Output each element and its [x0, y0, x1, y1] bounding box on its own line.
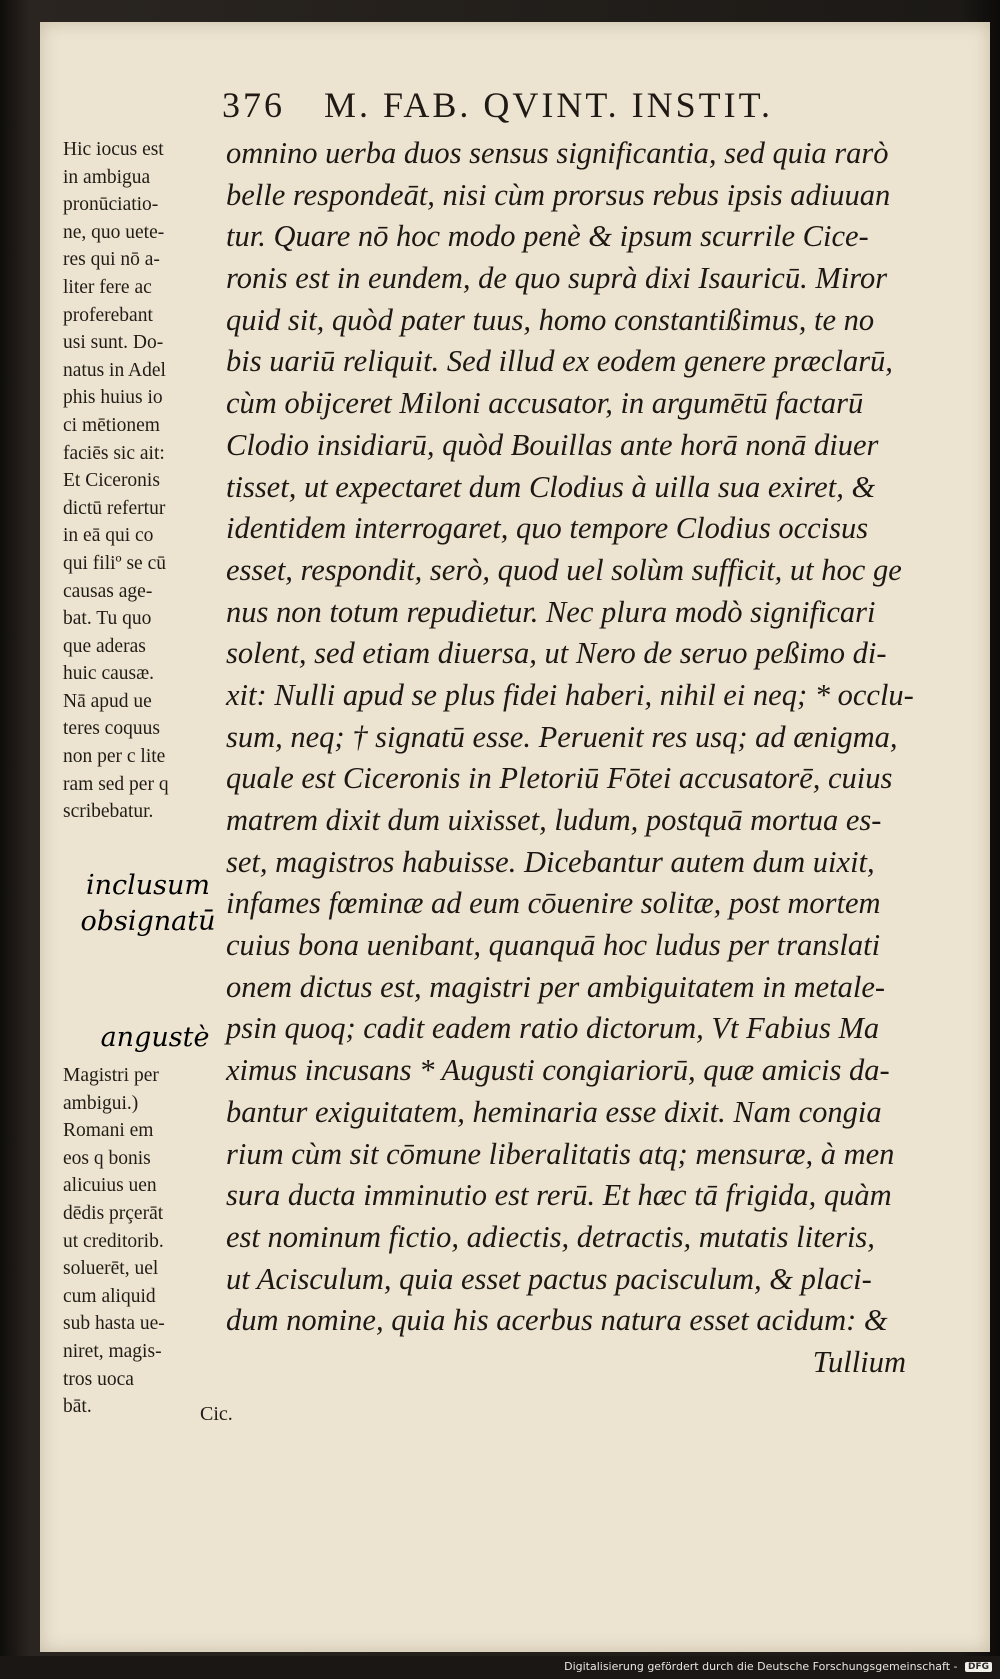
margin-note-line: bat. Tu quo — [63, 608, 152, 630]
margin-note-line: teres coquus — [63, 718, 160, 740]
margin-note-line: inclusum — [85, 870, 211, 901]
margin-note-line: in eā qui co — [63, 525, 154, 547]
margin-note-line: alicuius uen — [63, 1175, 157, 1197]
body-line: sura ducta imminutio est rerū. Et hæc tā frigida, quàm — [226, 1178, 892, 1213]
body-line: tur. Quare nō hoc modo penè & ipsum scurrile Cice- — [226, 219, 869, 254]
body-line: psin quoq; cadit eadem ratio dictorum, Vt Fabius Ma — [226, 1011, 880, 1046]
margin-note-line: scribebatur. — [63, 801, 154, 823]
body-text — [226, 133, 926, 1384]
dfg-logo: DFG — [965, 1662, 992, 1672]
body-lines — [226, 133, 926, 1342]
margin-note-line: proferebant — [63, 304, 153, 326]
body-line: nus non totum repudietur. Nec plura modò significari — [226, 594, 876, 629]
running-title: M. FAB. QVINT. INSTIT. — [324, 85, 773, 125]
body-line: set, magistros habuisse. Dicebantur autem dum uixit, — [226, 844, 875, 879]
body-line: infames fœminæ ad eum cōuenire solitæ, post mortem — [226, 886, 881, 921]
margin-note-line: Romani em — [63, 1120, 154, 1142]
margin-note-line: ram sed per q — [63, 773, 169, 795]
body-line: cùm obijceret Miloni accusator, in argumētū factarū — [226, 386, 864, 421]
margin-note-line: ut creditorib. — [63, 1230, 164, 1252]
body-line: rium cùm sit cōmune liberalitatis atq; mensuræ, à men — [226, 1136, 895, 1171]
margin-note-line: Hic iocus est — [63, 139, 164, 160]
margin-note-line: bāt. — [63, 1396, 92, 1418]
margin-note-line: usi sunt. Do- — [63, 332, 164, 354]
body-line: identidem interrogaret, quo tempore Clodius occisus — [226, 511, 869, 546]
margin-note-line: liter fere ac — [63, 276, 152, 298]
margin-note-line: cum aliquid — [63, 1285, 156, 1307]
body-line: belle respondeāt, nisi cùm prorsus rebus ipsis adiuuan — [226, 177, 891, 212]
margin-note-line: causas age- — [63, 580, 153, 602]
body-line: quale est Ciceronis in Pletoriū Fōtei accusatorē, cuius — [226, 761, 893, 796]
body-line: solent, sed etiam diuersa, ut Nero de seruo peßimo di- — [226, 636, 887, 671]
margin-note-line: eos q bonis — [63, 1147, 151, 1169]
body-line: omnino uerba duos sensus significantia, sed quia rarò — [226, 136, 889, 170]
margin-note-line: angustè — [100, 1022, 210, 1053]
body-line: est nominum fictio, adiectis, detractis, mutatis literis, — [226, 1219, 875, 1254]
body-line: esset, respondit, serò, quod uel solùm sufficit, ut hoc ge — [226, 552, 902, 587]
margin-note-line: ambigui.) — [63, 1092, 139, 1114]
body-line: tisset, ut expectaret dum Clodius à uilla sua exiret, & — [226, 469, 876, 504]
margin-note-line: dēdis prçerāt — [63, 1202, 164, 1224]
margin-note-line: dictū refertur — [63, 497, 166, 519]
margin-note-line: obsignatū — [80, 906, 216, 937]
body-line: dum nomine, quia his acerbus natura esset acidum: & — [226, 1303, 888, 1338]
body-line: Clodio insidiarū, quòd Bouillas ante horā nonā diuer — [226, 427, 879, 462]
margin-note-angustae — [90, 1020, 220, 1056]
digitization-credit — [564, 1660, 992, 1673]
running-head — [222, 84, 882, 132]
margin-note-line: faciēs sic ait: — [63, 442, 165, 464]
catchword: Tullium — [812, 1344, 906, 1379]
body-line: quid sit, quòd pater tuus, homo constantißimus, te no — [226, 302, 875, 337]
margin-note-line: Magistri per — [63, 1065, 159, 1086]
margin-note-line: que aderas — [63, 635, 146, 657]
margin-note-line: Nā apud ue — [63, 690, 152, 712]
margin-note-line: tros uoca — [63, 1368, 134, 1390]
margin-note-line: sub hasta ue- — [63, 1313, 165, 1335]
page-number: 376 — [222, 85, 285, 125]
body-line: bis uariū reliquit. Sed illud ex eodem genere præclarū, — [226, 344, 893, 379]
margin-note-line: ci mētionem — [63, 414, 160, 436]
body-line: bantur exiguitatem, heminaria esse dixit. Nam congia — [226, 1094, 882, 1129]
margin-note-line: soluerēt, uel — [63, 1258, 159, 1280]
margin-note-line: ne, quo uete- — [63, 221, 165, 243]
body-line: ximus incusans * Augusti congiariorū, quæ amicis da- — [226, 1053, 890, 1088]
margin-note-inclusum — [68, 868, 228, 940]
margin-note-line: huic causæ. — [63, 663, 154, 685]
margin-note-line: in ambigua — [63, 166, 151, 188]
margin-note-magistri — [63, 1062, 253, 1421]
body-line: xit: Nulli apud se plus fidei haberi, nihil ei neq; * occlu- — [226, 677, 914, 712]
body-line: sum, neq; † signatū esse. Peruenit res usq; ad ænigma, — [226, 719, 898, 754]
body-line: cuius bona uenibant, quanquā hoc ludus per translati — [226, 928, 881, 963]
body-line: ronis est in eundem, de quo suprà dixi Isauricū. Miror — [226, 261, 888, 296]
margin-note-line: non per c lite — [63, 746, 166, 768]
margin-note-main — [63, 136, 253, 826]
margin-note-line: phis huius io — [63, 387, 163, 409]
credit-text: Digitalisierung gefördert durch die Deutsche Forschungsgemeinschaft - — [564, 1660, 958, 1673]
margin-note-line: res qui nō a- — [63, 249, 160, 271]
margin-note-line: niret, magis- — [63, 1340, 162, 1362]
margin-note-lines — [63, 136, 253, 826]
body-line: ut Acisculum, quia esset pactus pacisculum, & placi- — [226, 1261, 872, 1296]
body-line: matrem dixit dum uixisset, ludum, postquā mortua es- — [226, 803, 882, 837]
margin-note-line: natus in Adel — [63, 359, 166, 381]
margin-note-line: Et Ciceronis — [63, 470, 160, 492]
body-line: onem dictus est, magistri per ambiguitatem in metale- — [226, 969, 886, 1004]
margin-note-line: qui filiº se cū — [63, 552, 166, 574]
margin-note-cic: Cic. — [200, 1403, 233, 1425]
margin-note-line: pronūciatio- — [63, 194, 159, 216]
